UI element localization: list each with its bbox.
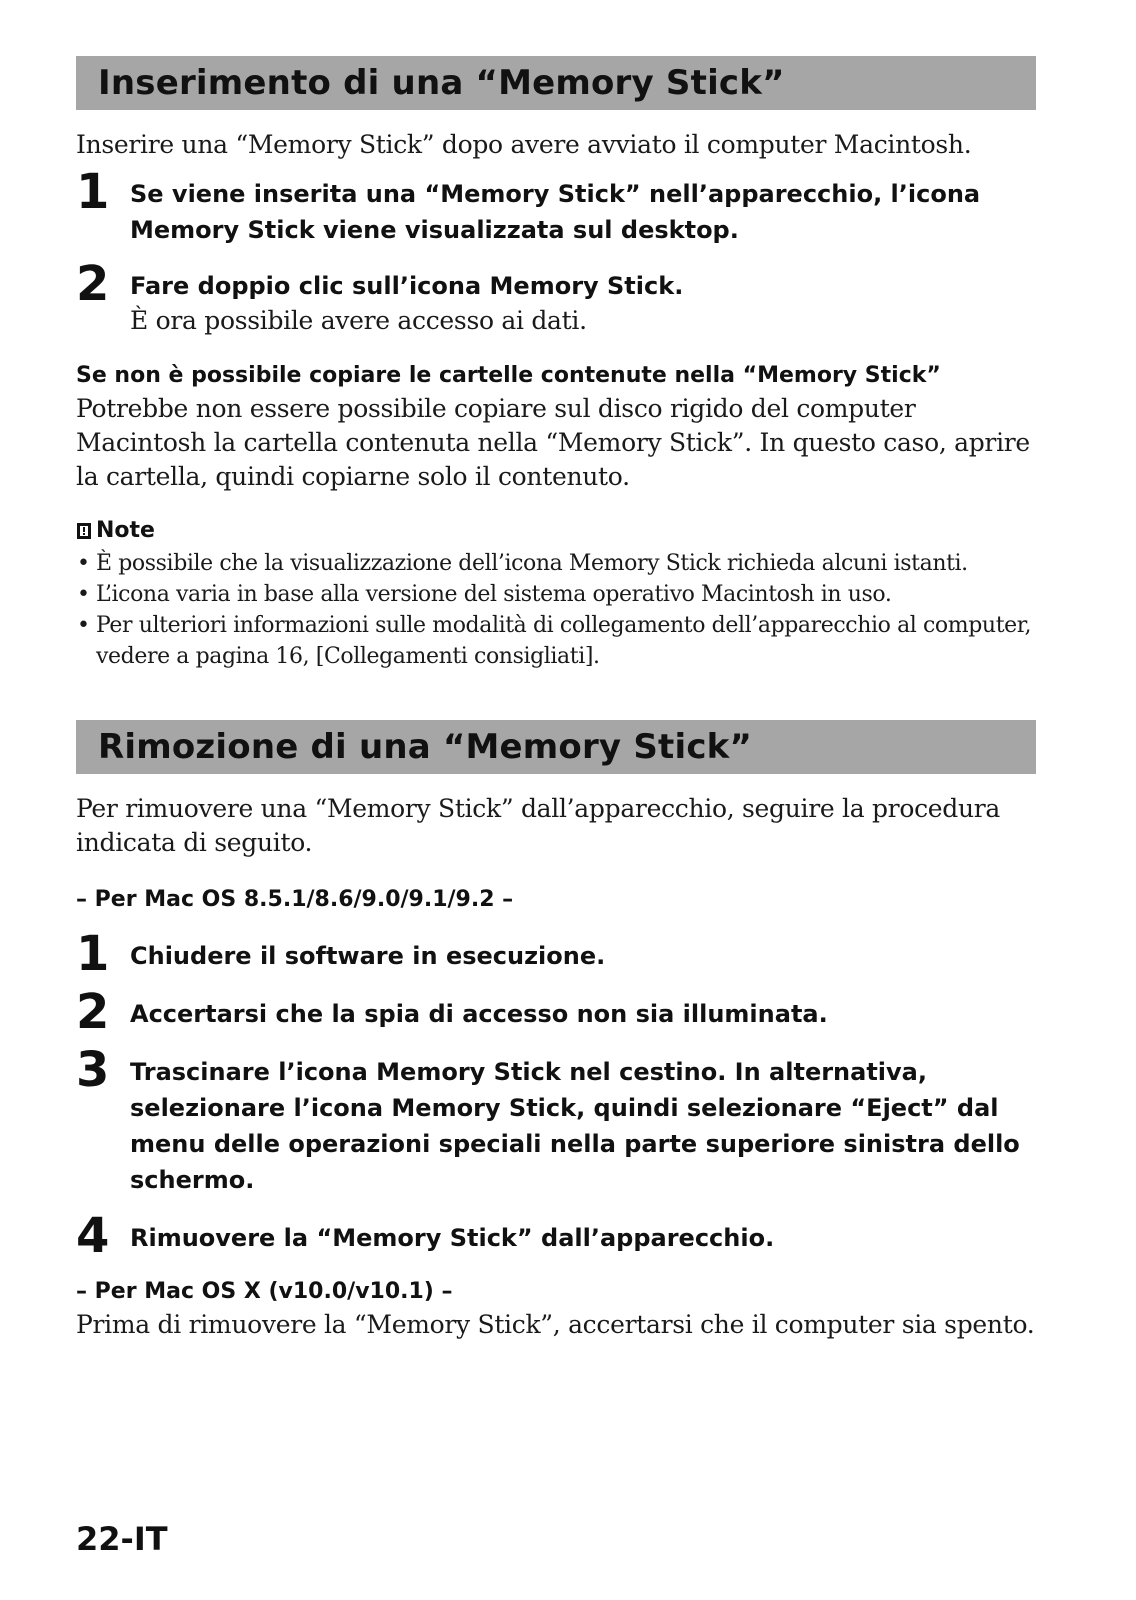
copy-tip-heading: Se non è possibile copiare le cartelle contenute nella “Memory Stick” [76, 363, 941, 388]
step-number: 1 [76, 926, 110, 982]
insertion-intro: Inserire una “Memory Stick” dopo avere avviato il computer Macintosh. [76, 130, 972, 159]
manual-page [76, 56, 1036, 1342]
note-item: • Per ulteriori informazioni sulle modalità di collegamento dell’apparecchio al computer, vedere a pagina 16, [Collegamenti consigliati]. [76, 610, 1036, 672]
section-title-removal: Rimozione di una “Memory Stick” [76, 720, 1036, 774]
copy-tip-body: Potrebbe non essere possibile copiare sul disco rigido del computer Macintosh la cartella contenuta nella “Memory Stick”. In questo caso, aprire la cartella, quindi copiarne solo il contenuto. [76, 394, 1030, 491]
copy-tip [76, 360, 1036, 494]
step-number: 2 [76, 256, 110, 312]
removal-intro: Per rimuovere una “Memory Stick” dall’apparecchio, seguire la procedura indicata di seguito. [76, 794, 1001, 857]
step-number: 3 [76, 1042, 110, 1098]
section-title-insertion: Inserimento di una “Memory Stick” [76, 56, 1036, 110]
step-number: 2 [76, 984, 110, 1040]
note-heading-label: Note [96, 518, 155, 543]
osx-body: Prima di rimuovere la “Memory Stick”, accertarsi che il computer sia spento. [76, 1310, 1035, 1339]
note-icon [76, 522, 92, 540]
step-title: Chiudere il software in esecuzione. [130, 942, 606, 970]
note-item: • L’icona varia in base alla versione del sistema operativo Macintosh in uso. [76, 579, 1036, 610]
note-heading [76, 516, 1036, 546]
insertion-step-1 [76, 164, 1036, 248]
note-item: • È possibile che la visualizzazione dell’icona Memory Stick richieda alcuni istanti. [76, 548, 1036, 579]
step-number: 1 [76, 164, 110, 220]
step-title: Trascinare l’icona Memory Stick nel cestino. In alternativa, selezionare l’icona Memory Stick, quindi selezionare “Eject” dal menu delle operazioni speciali nella parte superiore sinistra dello schermo. [130, 1058, 1020, 1194]
step-body: È ora possibile avere accesso ai dati. [130, 306, 587, 335]
step-title: Accertarsi che la spia di accesso non sia illuminata. [130, 1000, 828, 1028]
note-block [76, 516, 1036, 672]
step-title: Se viene inserita una “Memory Stick” nell’apparecchio, l’icona Memory Stick viene visualizzata sul desktop. [130, 180, 981, 244]
step-title: Fare doppio clic sull’icona Memory Stick. [130, 272, 684, 300]
page-number: 22-IT [76, 1520, 168, 1558]
osx-heading: – Per Mac OS X (v10.0/v10.1) – [76, 1279, 453, 1304]
removal-step-2 [76, 984, 1036, 1040]
removal-step-3 [76, 1042, 1036, 1198]
insertion-step-2 [76, 256, 1036, 338]
step-title: Rimuovere la “Memory Stick” dall’apparecchio. [130, 1224, 775, 1252]
step-number: 4 [76, 1208, 110, 1264]
removal-step-1 [76, 926, 1036, 982]
note-list [76, 548, 1036, 672]
os9-heading: – Per Mac OS 8.5.1/8.6/9.0/9.1/9.2 – [76, 887, 514, 912]
removal-step-4 [76, 1208, 1036, 1264]
